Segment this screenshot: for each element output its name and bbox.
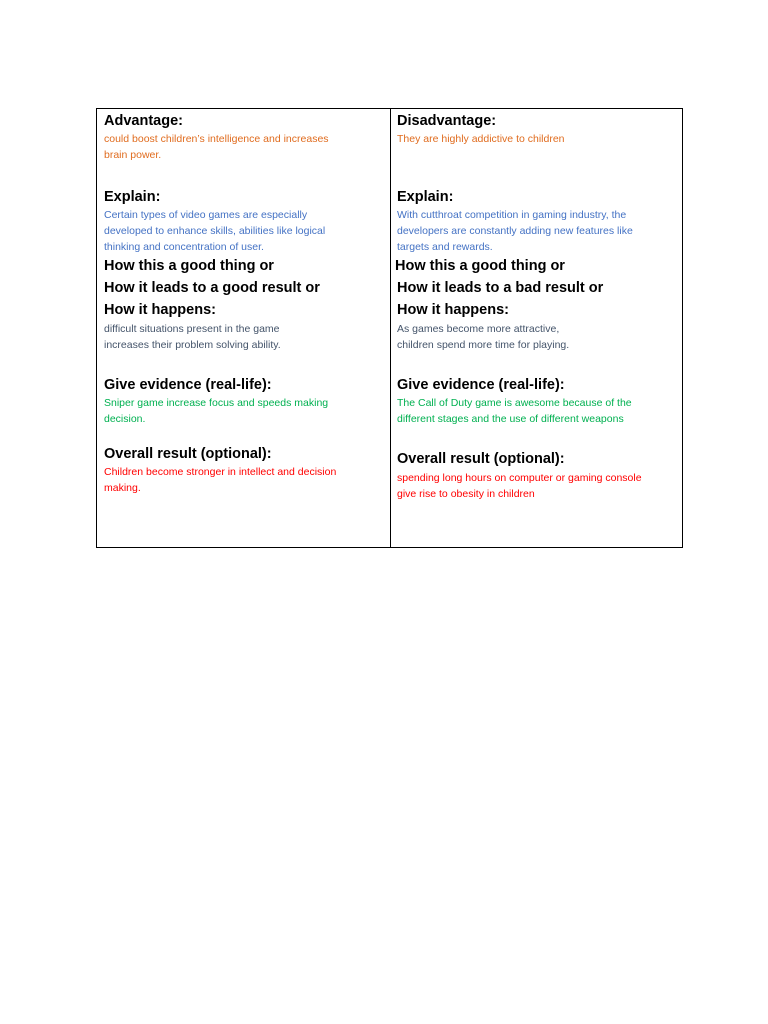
- disadvantage-heading: Disadvantage:: [397, 113, 497, 129]
- advantage-evidence-text: Sniper game increase focus and speeds making decision.: [104, 397, 329, 425]
- disadvantage-column: [391, 109, 681, 547]
- advantage-text: could boost children’s intelligence and increases brain power.: [104, 133, 329, 161]
- advantage-evidence-heading: Give evidence (real-life):: [104, 377, 272, 393]
- advantage-result-text: Children become stronger in intellect and decision making.: [104, 466, 337, 494]
- disadvantage-explain-text: With cutthroat competition in gaming industry, the developers are constantly adding new features like targets and rewards.: [397, 209, 633, 253]
- advantage-explain-heading: Explain:: [104, 189, 161, 205]
- advantage-how-text: difficult situations present in the game increases their problem solving ability.: [104, 323, 281, 351]
- advantage-explain-text: Certain types of video games are especially developed to enhance skills, abilities like logical thinking and concentration of user.: [104, 209, 326, 253]
- disadvantage-evidence-text: The Call of Duty game is awesome because of the different stages and the use of different weapons: [397, 397, 632, 425]
- advantage-how-heading: How this a good thing or How it leads to a good result or How it happens:: [104, 258, 320, 318]
- advantage-heading: Advantage:: [104, 113, 183, 129]
- comparison-table: [96, 108, 683, 548]
- disadvantage-how-text: As games become more attractive, children spend more time for playing.: [397, 323, 570, 351]
- disadvantage-evidence-heading: Give evidence (real-life):: [397, 377, 565, 393]
- disadvantage-result-heading: Overall result (optional):: [397, 451, 565, 467]
- disadvantage-result-text: spending long hours on computer or gaming console give rise to obesity in children: [397, 472, 642, 500]
- advantage-result-heading: Overall result (optional):: [104, 446, 272, 462]
- advantage-column: [97, 109, 387, 547]
- disadvantage-text: They are highly addictive to children: [397, 133, 565, 145]
- disadvantage-how-heading: How this a good thing or How it leads to a bad result or How it happens:: [395, 258, 604, 318]
- disadvantage-explain-heading: Explain:: [397, 189, 454, 205]
